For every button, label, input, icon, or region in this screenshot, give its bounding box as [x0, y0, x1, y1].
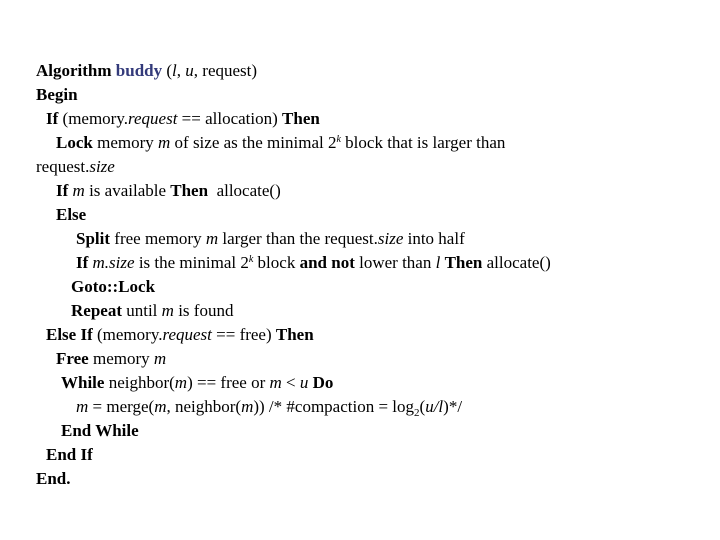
function-name: buddy	[115, 61, 163, 80]
end-if-line	[0, 443, 720, 467]
text: of size as the minimal 2	[170, 133, 337, 152]
text: (memory.	[58, 109, 128, 128]
text: )*/	[443, 397, 463, 416]
text: , request)	[193, 61, 258, 80]
if-allocation-line	[0, 107, 720, 131]
text: (memory.	[92, 325, 163, 344]
while-line	[0, 371, 720, 395]
keyword: Then	[170, 181, 209, 200]
keyword: Then	[444, 253, 483, 272]
text: block	[253, 253, 300, 272]
var-m: m	[76, 397, 89, 416]
free-line	[0, 347, 720, 371]
repeat-line	[0, 299, 720, 323]
text: memory	[88, 349, 154, 368]
param-u: u	[185, 61, 194, 80]
keyword: and not	[299, 253, 355, 272]
field: size	[89, 157, 115, 176]
text: )) /* #compaction = log	[253, 397, 415, 416]
text: , neighbor(	[166, 397, 242, 416]
else-if-free-line	[0, 323, 720, 347]
var-m: m	[174, 373, 188, 392]
if-minimal-block-line	[0, 251, 720, 275]
goto-line	[0, 275, 720, 299]
field: request	[128, 109, 178, 128]
var-m: m	[269, 373, 282, 392]
var-m: m	[158, 133, 171, 152]
keyword: End.	[36, 469, 71, 488]
exponent: k	[336, 134, 341, 145]
text: is available	[84, 181, 171, 200]
var-m: m	[153, 349, 167, 368]
keyword: Repeat	[71, 301, 122, 320]
keyword: While	[61, 373, 105, 392]
keyword: Else	[56, 205, 87, 224]
lock-line	[0, 131, 720, 155]
text: == free)	[211, 325, 276, 344]
keyword: Else If	[46, 325, 93, 344]
split-line	[0, 227, 720, 251]
algorithm-header-line	[0, 59, 720, 83]
else-line	[0, 203, 720, 227]
text: neighbor(	[104, 373, 175, 392]
var-m: m	[72, 181, 85, 200]
text: (	[419, 397, 426, 416]
text: into half	[403, 229, 465, 248]
text: allocate()	[208, 181, 281, 200]
lock-line-continued	[0, 155, 720, 179]
keyword: If	[76, 253, 89, 272]
algorithm-listing	[0, 59, 720, 491]
keyword: Free	[56, 349, 89, 368]
text: = merge(	[88, 397, 155, 416]
if-available-line	[0, 179, 720, 203]
keyword: Then	[282, 109, 320, 128]
keyword: If	[46, 109, 59, 128]
text: block that is larger than	[340, 133, 506, 152]
ratio-u-l: u/l	[425, 397, 444, 416]
keyword: Algorithm	[36, 61, 112, 80]
var-m: m	[205, 229, 219, 248]
text: memory	[92, 133, 158, 152]
end-line	[0, 467, 720, 491]
text: allocate()	[482, 253, 551, 272]
exponent: k	[248, 254, 254, 265]
var-m: m	[241, 397, 254, 416]
keyword: Then	[275, 325, 314, 344]
keyword: End If	[46, 445, 93, 464]
field: m.size	[92, 253, 135, 272]
begin-line	[0, 83, 720, 107]
keyword: End While	[61, 421, 139, 440]
var-m: m	[161, 301, 174, 320]
text: is the minimal 2	[134, 253, 249, 272]
var-m: m	[154, 397, 167, 416]
text: until	[121, 301, 162, 320]
keyword: If	[56, 181, 69, 200]
param-l: l	[435, 253, 441, 272]
text: ,	[176, 61, 186, 80]
end-while-line	[0, 419, 720, 443]
text: request.	[36, 157, 90, 176]
keyword: Goto::Lock	[71, 277, 156, 296]
text: == allocation)	[177, 109, 283, 128]
text: free memory	[110, 229, 206, 248]
field: size	[377, 229, 404, 248]
param-l: l	[172, 61, 177, 80]
text: lower than	[354, 253, 436, 272]
field: request	[162, 325, 212, 344]
text: (	[162, 61, 173, 80]
param-u: u	[299, 373, 309, 392]
merge-line	[0, 395, 720, 419]
keyword: Begin	[36, 85, 78, 104]
keyword: Split	[76, 229, 111, 248]
text: <	[281, 373, 300, 392]
text: is found	[173, 301, 234, 320]
text: larger than the request.	[218, 229, 378, 248]
text: ) == free or	[187, 373, 270, 392]
subscript: 2	[414, 407, 420, 419]
keyword: Lock	[56, 133, 93, 152]
keyword: Do	[312, 373, 334, 392]
